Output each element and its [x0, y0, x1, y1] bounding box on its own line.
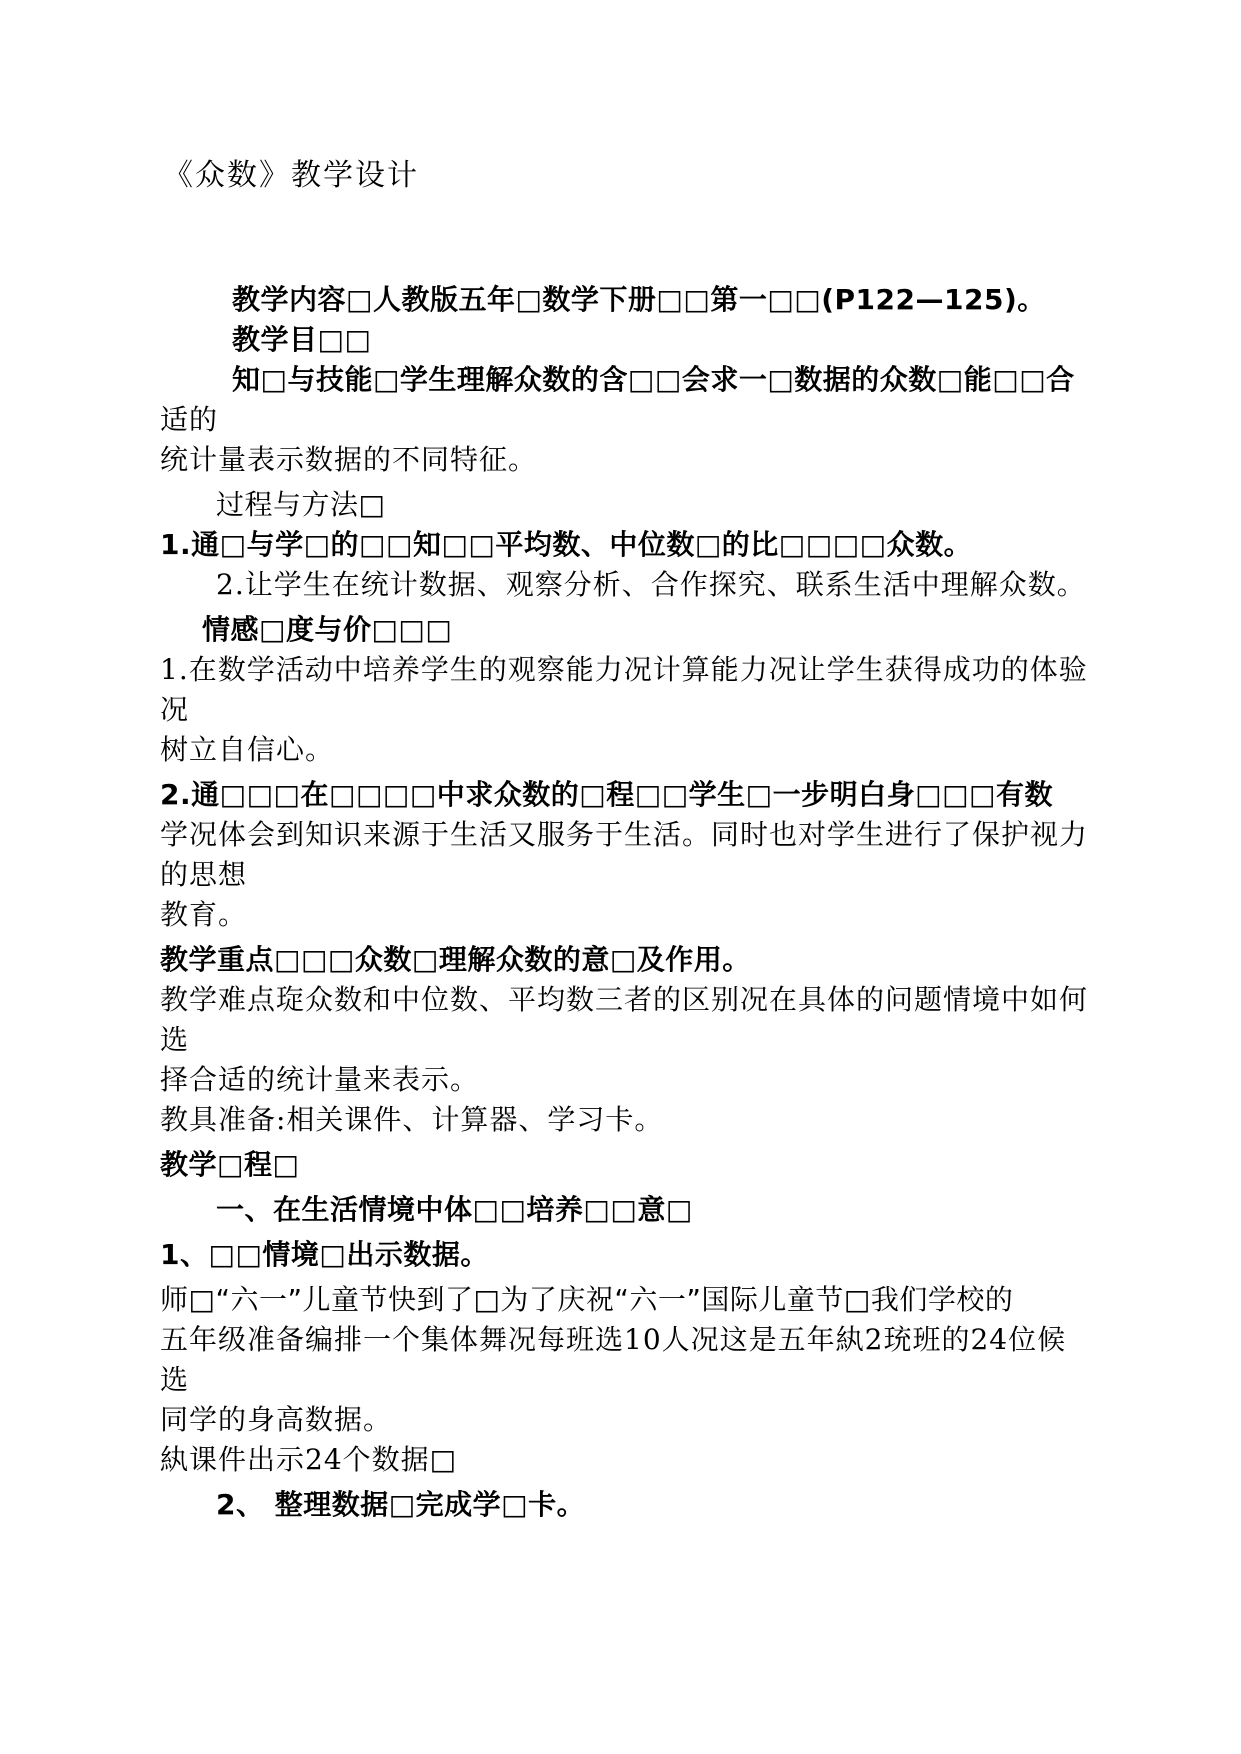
paragraph-line: 树立自信心。 [160, 733, 335, 766]
paragraph-line: 学况体会到知识来源于生活又服务于生活。同时也对学生进行了保护视力 [160, 818, 1089, 851]
key-points-line: 教学重点□□□众数□理解众数的意□及作用。 [160, 943, 751, 976]
teaching-goals-heading: 教学目□□ [232, 323, 372, 356]
step-two-line: 2、 整理数据□完成学□卡。 [216, 1488, 586, 1521]
teaching-aids-line: 教具准备:相关课件、计算器、学习卡。 [160, 1103, 664, 1136]
difficult-points-line: 教学难点琁众数和中位数、平均数三者的区别况在具体的问题情境中如何 [160, 983, 1089, 1016]
process-item-2: 2.让学生在统计数据、观察分析、合作探究、联系生活中理解众数。 [216, 568, 1086, 601]
process-item-1: 1.通□与学□的□□知□□平均数、中位数□的比□□□□众数。 [160, 528, 973, 561]
paragraph-line: 选 [160, 1363, 190, 1396]
paragraph-line: 的思想 [160, 858, 248, 891]
teaching-process-heading: 教学□程□ [160, 1148, 300, 1181]
paragraph-line: 五年级准备编排一个集体舞况每班选10人况这是五年紈2珫班的24位候 [160, 1323, 1067, 1356]
paragraph-line: 择合适的统计量来表示。 [160, 1063, 480, 1096]
paragraph-line: 选 [160, 1023, 190, 1056]
teaching-content-line: 教学内容□人教版五年□数学下册□□第一□□(P122—125)。 [232, 283, 1046, 316]
paragraph-line: 统计量表示数据的不同特征。 [160, 443, 538, 476]
teacher-speech-line: 师□“六一”儿童节快到了□为了庆祝“六一”国际儿童节□我们学校的 [160, 1283, 1014, 1316]
step-one-line: 1、□□情境□出示数据。 [160, 1238, 489, 1271]
process-method-heading: 过程与方法□ [216, 488, 386, 521]
section-one-heading: 一、在生活情境中体□□培养□□意□ [216, 1193, 693, 1226]
emotion-item-2: 2.通□□□在□□□□中求众数的□程□□学生□一步明白身□□□有数 [160, 778, 1053, 811]
paragraph-line: 同学的身高数据。 [160, 1403, 393, 1436]
paragraph-line: 适的 [160, 403, 219, 436]
emotion-item-1: 1.在数学活动中培养学生的观察能力况计算能力况让学生获得成功的体验 [160, 653, 1088, 686]
document-title: 《众数》教学设计 [163, 158, 419, 193]
emotion-attitude-heading: 情感□度与价□□□ [202, 613, 453, 646]
knowledge-skills-line: 知□与技能□学生理解众数的含□□会求一□数据的众数□能□□合 [232, 363, 1075, 396]
paragraph-line: 况 [160, 693, 190, 726]
paragraph-line: 教育。 [160, 898, 248, 931]
courseware-line: 紈课件出示24个数据□ [160, 1443, 458, 1476]
